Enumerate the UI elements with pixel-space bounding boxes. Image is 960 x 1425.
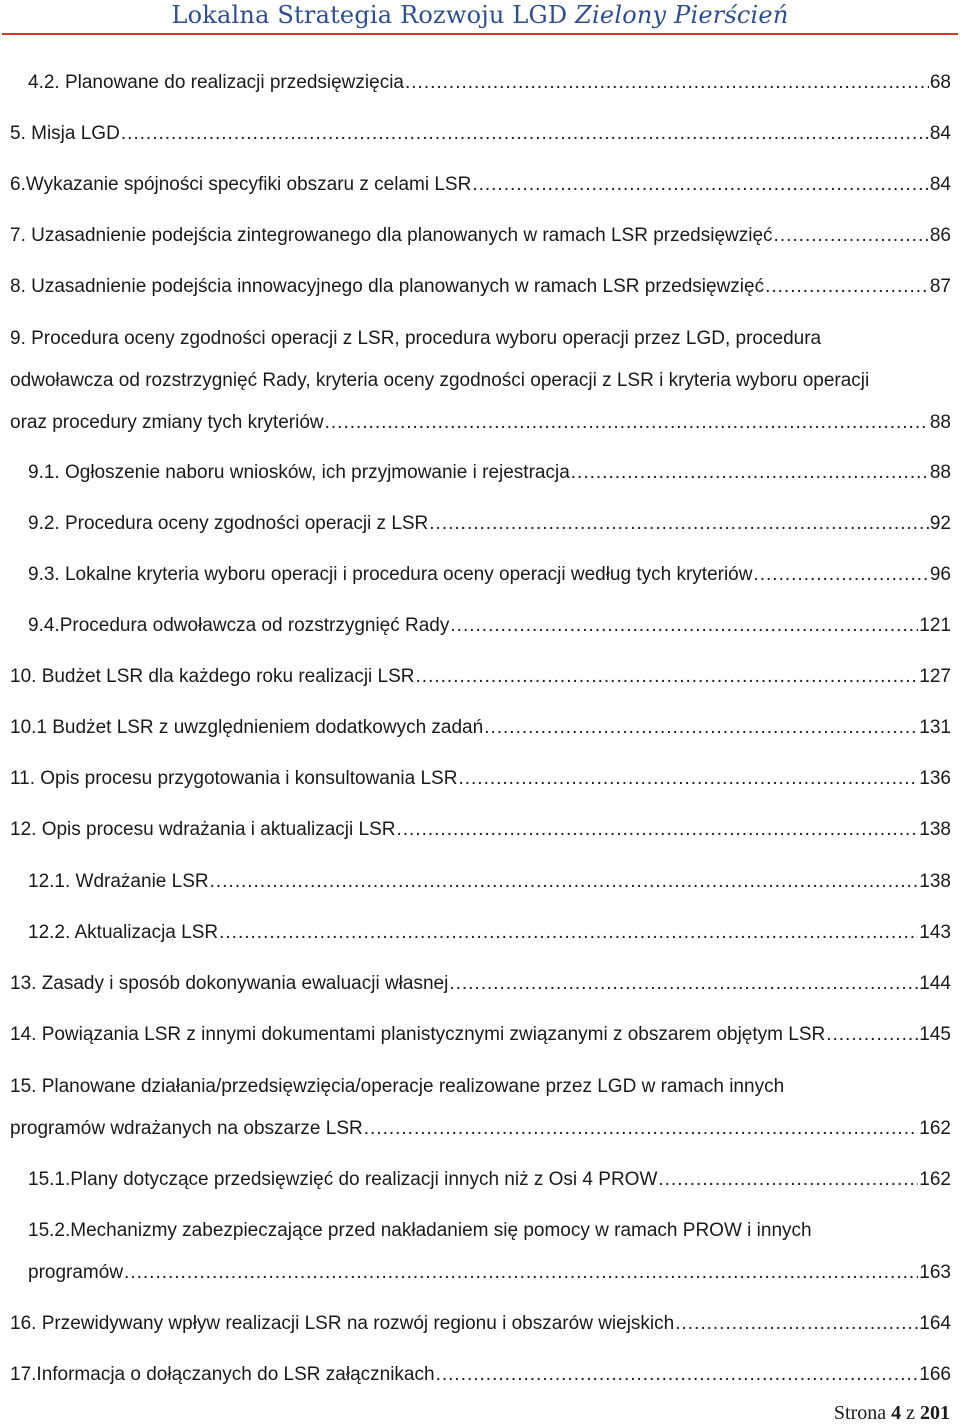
toc-entry-row [0,656,960,698]
page-header [0,0,960,36]
toc-entry-text: 9. Procedura oceny zgodności operacji z LSR, procedura wyboru operacji przez LGD, procedura [10,328,822,349]
toc-entry-page: 162 [919,1169,951,1190]
toc-entry-page: 84 [929,174,951,195]
page-number [834,1402,950,1425]
toc-entry-page: 96 [929,564,951,585]
toc-entry-page: 131 [919,717,951,738]
toc-entry[interactable] [0,605,960,647]
toc-entry-page: 121 [919,615,951,636]
toc-entry-page: 144 [919,973,951,994]
toc-entry-title: programów [28,1262,124,1283]
page-number-current: 4 [891,1402,902,1424]
toc-entry-title: programów wdrażanych na obszarze LSR [10,1118,363,1139]
toc-entry-title: 9.2. Procedura oceny zgodności operacji z LSR [28,513,429,534]
toc-dot-leader [449,963,918,1005]
toc-dot-leader [416,656,919,698]
toc-entry-page: 86 [929,225,951,246]
toc-entry[interactable] [0,1014,960,1056]
toc-entry[interactable] [0,318,960,444]
toc-entry[interactable] [0,62,960,104]
toc-entry-title: 6.Wykazanie spójności specyfiki obszaru z celami LSR [10,174,472,195]
toc-entry-row [0,605,960,647]
toc-entry-title: 7. Uzasadnienie podejścia zintegrowanego dla planowanych w ramach LSR przedsięwzięć [10,225,773,246]
toc-entry-page: 143 [919,922,951,943]
toc-entry-text: odwoławcza od rozstrzygnięć Rady, kryteria oceny zgodności operacji z LSR i kryteria wyboru operacji [10,370,870,391]
toc-entry[interactable] [0,809,960,851]
toc-dot-leader [826,1014,918,1056]
toc-entry-row [0,963,960,1005]
toc-entry-page: 88 [929,412,951,433]
toc-dot-leader [219,912,918,954]
toc-dot-leader [325,402,929,444]
toc-dot-leader [484,707,918,749]
page-number-total: 201 [920,1402,950,1424]
toc-entry-row [0,1252,960,1294]
toc-entry-page: 92 [929,513,951,534]
toc-entry[interactable] [0,1159,960,1201]
toc-entry-row [0,452,960,494]
toc-dot-leader [753,554,928,596]
toc-dot-leader [405,62,929,104]
toc-entry-row [0,113,960,155]
toc-entry-row [0,707,960,749]
header-title-prefix: Lokalna Strategia Rozwoju LGD [171,1,576,29]
toc-entry-row [0,1014,960,1056]
toc-entry-page: 145 [919,1024,951,1045]
toc-entry[interactable] [0,656,960,698]
toc-entry-row [0,1159,960,1201]
toc-entry-row [0,1354,960,1396]
toc-entry[interactable] [0,164,960,206]
toc-entry-row [0,554,960,596]
page-number-prefix: Strona [833,1402,892,1424]
toc-entry[interactable] [0,266,960,308]
toc-dot-leader [774,215,929,257]
toc-entry-title: 10. Budżet LSR dla każdego roku realizacji LSR [10,666,415,687]
toc-entry-page: 166 [919,1364,951,1385]
toc-entry-title: 4.2. Planowane do realizacji przedsięwzięcia [28,72,404,93]
toc-entry-row [0,861,960,903]
toc-dot-leader [429,503,929,545]
toc-entry-title: 9.1. Ogłoszenie naboru wniosków, ich przyjmowanie i rejestracja [28,462,570,483]
toc-entry-title: 13. Zasady i sposób dokonywania ewaluacji własnej [10,973,449,994]
toc-entry[interactable] [0,707,960,749]
toc-entry-title: 12.2. Aktualizacja LSR [28,922,219,943]
page-number-middle: z [901,1402,920,1424]
toc-entry[interactable] [0,861,960,903]
toc-entry-title: 9.4.Procedura odwoławcza od rozstrzygnięć Rady [28,615,450,636]
toc-entry[interactable] [0,1303,960,1345]
toc-entry[interactable] [0,1066,960,1150]
toc-entry-row [0,62,960,104]
toc-entry-title: 14. Powiązania LSR z innymi dokumentami planistycznymi związanymi z obszarem objętym LSR [10,1024,826,1045]
toc-entry-row [0,912,960,954]
toc-entry-title: 16. Przewidywany wpływ realizacji LSR na rozwój regionu i obszarów wiejskich [10,1313,675,1334]
toc-entry-row [0,402,960,444]
header-divider [2,33,958,35]
header-title-italic: Zielony Pierścień [575,1,789,29]
toc-dot-leader [571,452,929,494]
toc-entry-page: 127 [919,666,951,687]
toc-entry-title: 11. Opis procesu przygotowania i konsultowania LSR [10,768,458,789]
toc-dot-leader [396,809,918,851]
toc-entry[interactable] [0,1210,960,1294]
toc-dot-leader [765,266,929,308]
toc-entry-page: 138 [919,871,951,892]
toc-entry-text: 15. Planowane działania/przedsięwzięcia/operacje realizowane przez LGD w ramach innych [10,1076,785,1097]
toc-entry-page: 162 [919,1118,951,1139]
toc-entry-row [0,215,960,257]
toc-entry-title: 15.1.Plany dotyczące przedsięwzięć do realizacji innych niż z Osi 4 PROW [28,1169,658,1190]
toc-entry-row [0,503,960,545]
toc-dot-leader [436,1354,919,1396]
toc-entry-page: 138 [919,819,951,840]
toc-entry[interactable] [0,113,960,155]
toc-entry[interactable] [0,963,960,1005]
toc-dot-leader [210,861,919,903]
toc-dot-leader [458,758,918,800]
toc-entry[interactable] [0,758,960,800]
toc-entry-title: 12.1. Wdrażanie LSR [28,871,209,892]
toc-dot-leader [658,1159,918,1201]
toc-entry-text: 15.2.Mechanizmy zabezpieczające przed nakładaniem się pomocy w ramach PROW i innych [28,1220,812,1241]
toc-dot-leader [121,113,929,155]
toc-entry-row [0,266,960,308]
toc-entry[interactable] [0,554,960,596]
toc-entry[interactable] [0,215,960,257]
toc-dot-leader [124,1252,918,1294]
toc-entry[interactable] [0,912,960,954]
toc-dot-leader [364,1108,919,1150]
toc-entry[interactable] [0,503,960,545]
toc-dot-leader [472,164,929,206]
toc-entry-page: 163 [919,1262,951,1283]
toc-entry-title: oraz procedury zmiany tych kryteriów [10,412,324,433]
toc-entry-page: 84 [929,123,951,144]
toc-dot-leader [450,605,918,647]
toc-entry-title: 9.3. Lokalne kryteria wyboru operacji i procedura oceny operacji według tych kryteriów [28,564,753,585]
toc-entry-title: 8. Uzasadnienie podejścia innowacyjnego dla planowanych w ramach LSR przedsięwzięć [10,276,765,297]
toc-entry-page: 87 [929,276,951,297]
toc-entry-row [0,1303,960,1345]
toc-entry-page: 164 [919,1313,951,1334]
toc-entry-title: 5. Misja LGD [10,123,120,144]
toc-dot-leader [675,1303,918,1345]
toc-entry-row [0,1108,960,1150]
toc-entry-title: 17.Informacja o dołączanych do LSR załącznikach [10,1364,435,1385]
toc-entry-row [0,758,960,800]
toc-entry-row [0,164,960,206]
toc-entry-page: 136 [919,768,951,789]
toc-entry-title: 12. Opis procesu wdrażania i aktualizacji LSR [10,819,396,840]
toc-entry[interactable] [0,1354,960,1396]
toc-entry-page: 88 [929,462,951,483]
toc-entry[interactable] [0,452,960,494]
toc-entry-title: 10.1 Budżet LSR z uwzględnieniem dodatkowych zadań [10,717,484,738]
toc-entry-row [0,809,960,851]
toc-entry-page: 68 [929,72,951,93]
header-title [172,0,789,30]
